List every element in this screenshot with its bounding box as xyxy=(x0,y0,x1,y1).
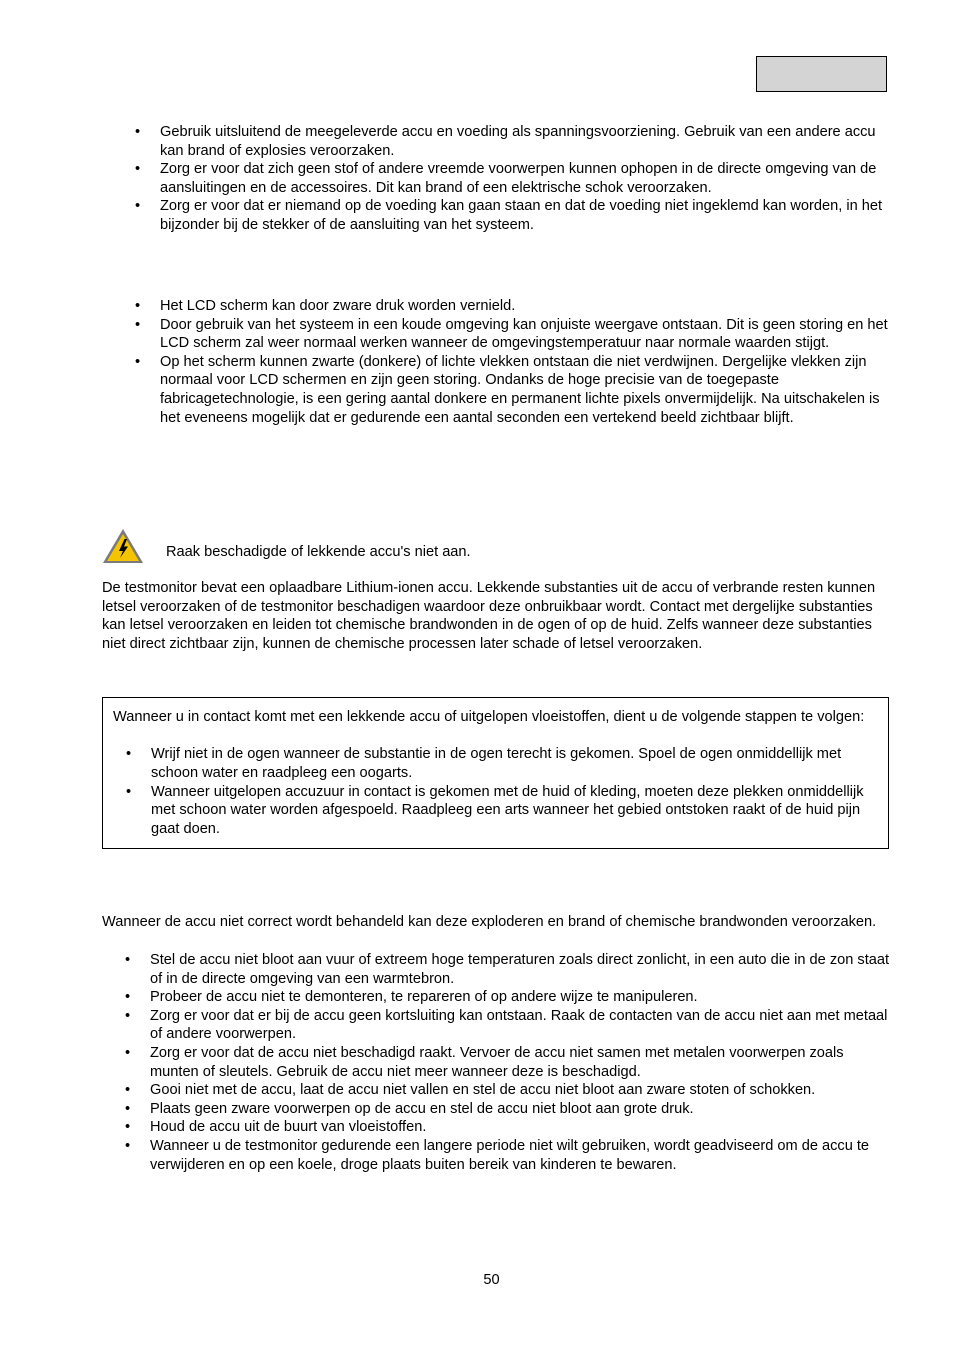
list-item: • Wanneer u de testmonitor gedurende een langere periode niet wilt gebruiken, wordt geadviseerd om de accu te verwijderen en op een koele, droge plaats buiten bereik van kinderen te bewaren. xyxy=(150,1137,895,1174)
high-voltage-warning-icon xyxy=(101,527,145,565)
lcd-list xyxy=(160,297,900,427)
list-item: • Gebruik uitsluitend de meegeleverde accu en voeding als spanningsvoorziening. Gebruik van een andere accu kan brand of explosies veroorzaken. xyxy=(160,123,900,160)
warning-text: Raak beschadigde of lekkende accu's niet aan. xyxy=(166,544,471,560)
list-item: • Zorg er voor dat er bij de accu geen kortsluiting kan ontstaan. Raak de contacten van de accu niet aan met metaal of andere voorwerpen. xyxy=(150,1007,895,1044)
battery-paragraph: De testmonitor bevat een oplaadbare Lithium-ionen accu. Lekkende substanties uit de accu of verbrande resten kunnen letsel veroorzaken of de testmonitor beschadigen waardoor deze onbruikbaar wordt. Contact met dergelijke substanties kan letsel veroorzaken en leiden tot chemische brandwonden in de ogen of op de huid. Zelfs wanneer deze substanties niet direct zichtbaar zijn, kunnen de chemische processen later schade of letsel veroorzaken. xyxy=(102,580,876,652)
list-item: • Door gebruik van het systeem in een koude omgeving kan onjuiste weergave ontstaan. Dit is geen storing en het LCD scherm zal weer normaal werken wanneer de omgevingstemperatuur naar normale waarden stijgt. xyxy=(160,316,900,353)
notice-intro: Wanneer u in contact komt met een lekkende accu of uitgelopen vloeistoffen, dient u de volgende stappen te volgen: xyxy=(113,709,865,725)
list-item: • Zorg er voor dat zich geen stof of andere vreemde voorwerpen kunnen ophopen in de directe omgeving van de aansluitingen en de accessoires. Dit kan brand of een elektrische schok veroorzaken. xyxy=(160,160,900,197)
list-item: • Wrijf niet in de ogen wanneer de substantie in de ogen terecht is gekomen. Spoel de ogen onmiddellijk met schoon water en raadpleeg een oogarts. xyxy=(151,745,886,782)
list-item: • Houd de accu uit de buurt van vloeistoffen. xyxy=(150,1118,895,1137)
notice-list xyxy=(151,745,886,839)
handling-intro: Wanneer de accu niet correct wordt behandeld kan deze exploderen en brand of chemische brandwonden veroorzaken. xyxy=(102,914,877,930)
list-item: • Stel de accu niet bloot aan vuur of extreem hoge temperaturen zoals direct zonlicht, in een auto die in de zon staat of in de directe omgeving van een warmtebron. xyxy=(150,951,895,988)
notice-box xyxy=(102,697,889,849)
language-tab-box xyxy=(756,56,887,92)
page-number: 50 xyxy=(483,1272,500,1288)
list-item: • Wanneer uitgelopen accuzuur in contact is gekomen met de huid of kleding, moeten deze plekken onmiddellijk met schoon water worden afgespoeld. Raadpleeg een arts wanneer het gebied ontstoken raakt of de huid pijn gaat doen. xyxy=(151,783,886,839)
list-item: • Probeer de accu niet te demonteren, te repareren of op andere wijze te manipuleren. xyxy=(150,988,895,1007)
list-item: • Zorg er voor dat de accu niet beschadigd raakt. Vervoer de accu niet samen met metalen voorwerpen zoals munten of sleutels. Gebruik de accu niet meer wanneer deze is beschadigd. xyxy=(150,1044,895,1081)
handling-list xyxy=(150,951,895,1174)
list-item: • Op het scherm kunnen zwarte (donkere) of lichte vlekken ontstaan die niet verdwijnen. Dergelijke vlekken zijn normaal voor LCD schermen en zijn geen storing. Ondanks de hoge precisie van de toegepaste fabricagetechnologie, is een gering aantal donkere en permanent lichte pixels onvermijdelijk. Na uitschakelen is het eveneens mogelijk dat er gedurende een aantal seconden een vertekend beeld zichtbaar blijft. xyxy=(160,353,900,427)
list-item: • Plaats geen zware voorwerpen op de accu en stel de accu niet bloot aan grote druk. xyxy=(150,1100,895,1119)
list-item: • Zorg er voor dat er niemand op de voeding kan gaan staan en dat de voeding niet ingeklemd kan worden, in het bijzonder bij de stekker of de aansluiting van het systeem. xyxy=(160,197,900,234)
list-item: • Gooi niet met de accu, laat de accu niet vallen en stel de accu niet bloot aan zware stoten of schokken. xyxy=(150,1081,895,1100)
safety-list xyxy=(160,123,900,235)
list-item: • Het LCD scherm kan door zware druk worden vernield. xyxy=(160,297,900,316)
